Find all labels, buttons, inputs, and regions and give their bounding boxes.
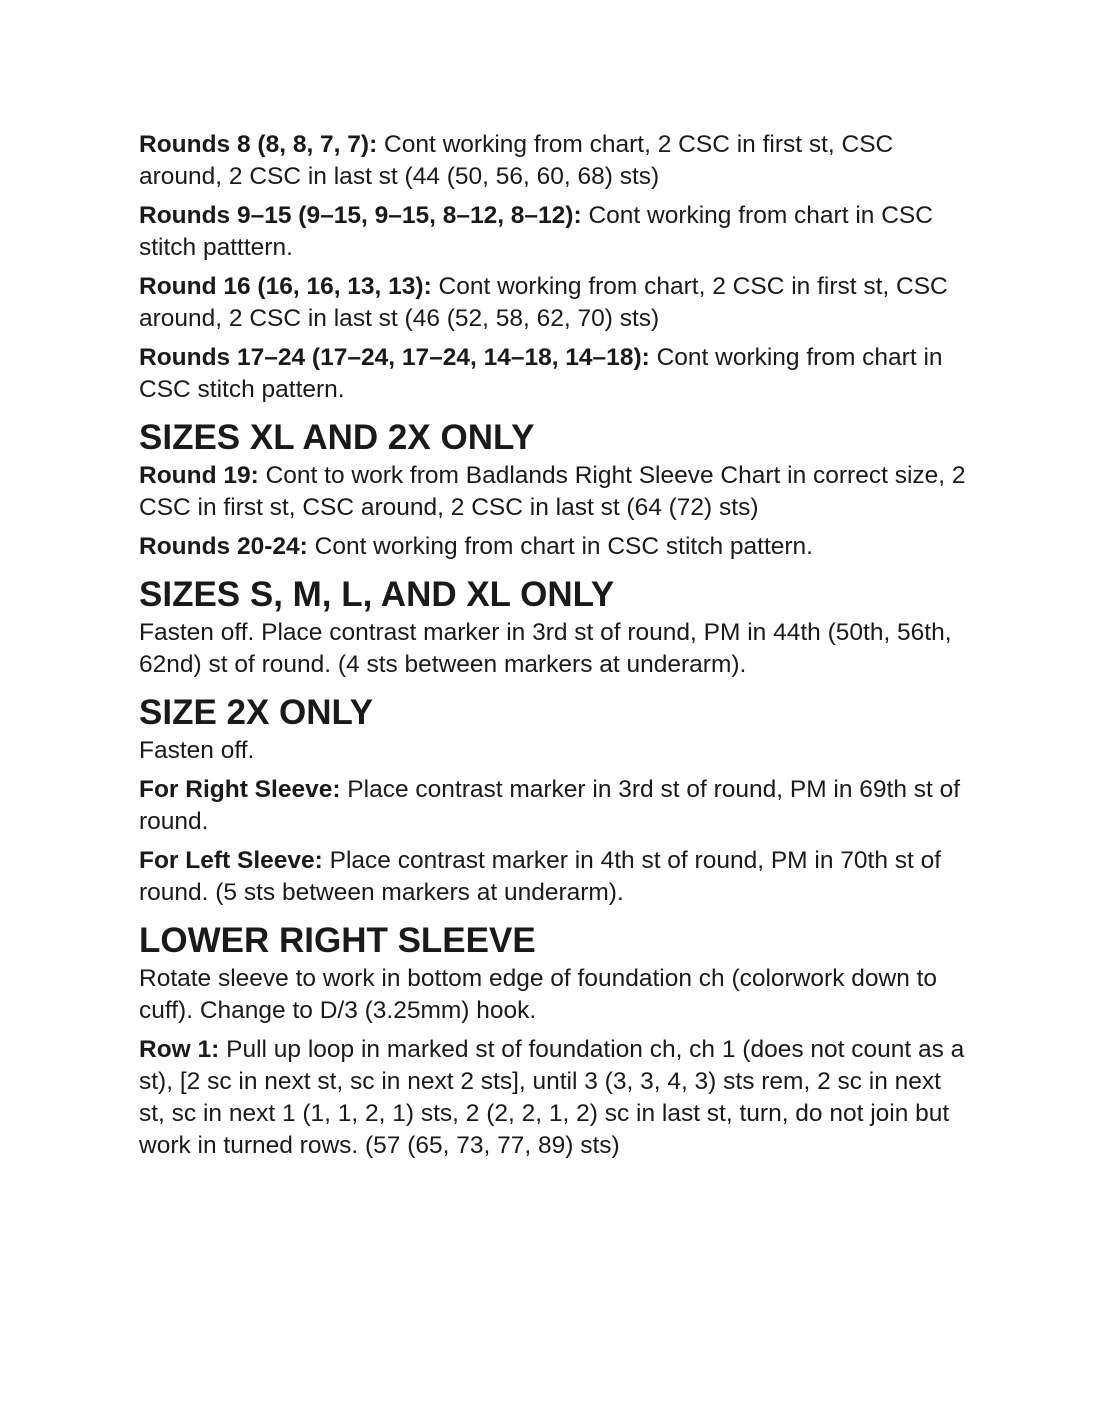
instruction-fasten-off-markers: Fasten off. Place contrast marker in 3rd st of round, PM in 44th (50th, 56th, 62nd) st of round. (4 sts between markers at underarm). [139, 619, 952, 678]
instruction-label: For Right Sleeve: [139, 776, 341, 803]
instruction-label: Round 16 (16, 16, 13, 13): [139, 273, 432, 300]
instruction-text: Cont working from chart in CSC stitch pattern. [307, 533, 813, 560]
instruction-label: Round 19: [139, 462, 259, 489]
section-heading-sizes-s-m-l-xl: SIZES S, M, L, AND XL ONLY [139, 575, 615, 614]
instruction-text: Cont working from chart, 2 CSC in first st, CSC around, 2 CSC in last st (44 (50, 56, 60, 68) sts) [139, 131, 894, 190]
instruction-text: Place contrast marker in 3rd st of round, PM in 69th st of round. [139, 776, 961, 835]
instruction-round-19 [139, 460, 969, 524]
instruction-text: Pull up loop in marked st of foundation ch, ch 1 (does not count as a st), [2 sc in next st, sc in next 2 sts], until 3 (3, 3, 4, 3) sts rem, 2 sc in next st, sc in next 1 (1, 1, 2, 1) sts, 2 (2, 2, 1, 2) sc in last st, turn, do not join but work in turned rows. (57 (65, 73, 77, 89) sts) [139, 1036, 965, 1159]
instruction-rotate-sleeve: Rotate sleeve to work in bottom edge of foundation ch (colorwork down to cuff). Change to D/3 (3.25mm) hook. [139, 965, 938, 1024]
instruction-text: Place contrast marker in 4th st of round, PM in 70th st of round. (5 sts between markers at underarm). [139, 847, 942, 906]
instruction-text: Cont working from chart, 2 CSC in first st, CSC around, 2 CSC in last st (46 (52, 58, 62, 70) sts) [139, 273, 948, 332]
instruction-fasten-off: Fasten off. [139, 737, 255, 764]
instruction-round-16 [139, 271, 969, 335]
instruction-text: Cont working from chart in CSC stitch patttern. [139, 202, 933, 261]
instruction-row-1 [139, 1034, 969, 1162]
instruction-label: Row 1: [139, 1036, 220, 1063]
section-heading-size-2x: SIZE 2X ONLY [139, 693, 374, 732]
instruction-label: Rounds 17–24 (17–24, 17–24, 14–18, 14–18): [139, 344, 650, 371]
instruction-label: Rounds 20-24: [139, 533, 308, 560]
instruction-rounds-8 [139, 129, 969, 193]
instruction-label: Rounds 9–15 (9–15, 9–15, 8–12, 8–12): [139, 202, 582, 229]
instruction-text: Cont to work from Badlands Right Sleeve Chart in correct size, 2 CSC in first st, CSC around, 2 CSC in last st (64 (72) sts) [139, 462, 966, 521]
instruction-right-sleeve [139, 774, 969, 838]
section-heading-sizes-xl-2x: SIZES XL AND 2X ONLY [139, 418, 535, 457]
section-heading-lower-right-sleeve: LOWER RIGHT SLEEVE [139, 921, 536, 960]
instruction-rounds-20-24 [139, 531, 969, 563]
instruction-label: For Left Sleeve: [139, 847, 323, 874]
instruction-left-sleeve [139, 845, 969, 909]
instruction-label: Rounds 8 (8, 8, 7, 7): [139, 131, 378, 158]
instruction-text: Cont working from chart in CSC stitch pattern. [139, 344, 943, 403]
instruction-rounds-9-15 [139, 200, 969, 264]
instruction-rounds-17-24 [139, 342, 969, 406]
document-page [139, 129, 969, 1169]
